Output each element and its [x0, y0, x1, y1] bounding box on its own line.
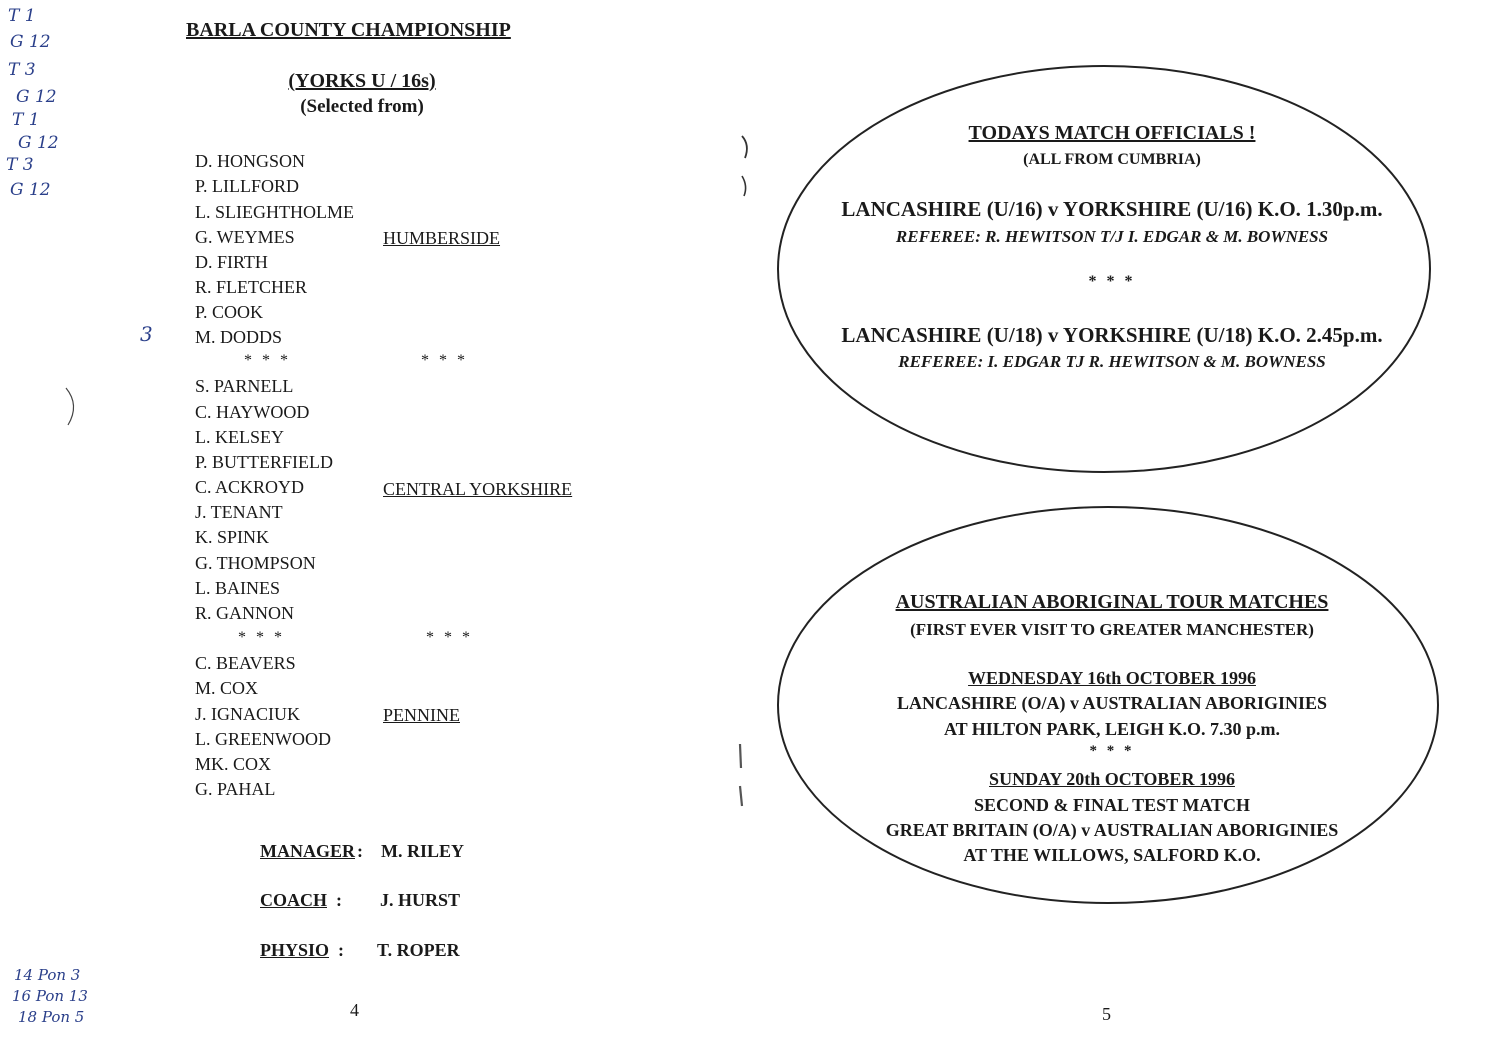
handwritten-note: G 12 — [10, 180, 51, 200]
referee-line: REFEREE: R. HEWITSON T/J I. EDGAR & M. BOWNESS — [895, 227, 1329, 246]
player-name: L. KELSEY — [195, 427, 284, 447]
page-number: 4 — [350, 1000, 359, 1020]
player-name: M. DODDS — [195, 327, 283, 347]
staff-name: J. HURST — [380, 890, 461, 910]
staff-name: T. ROPER — [377, 940, 460, 960]
tour-date: WEDNESDAY 16th OCTOBER 1996 — [968, 668, 1256, 688]
tour-line: AT HILTON PARK, LEIGH K.O. 7.30 p.m. — [943, 719, 1281, 739]
handwritten-note: 16 Pon 13 — [12, 987, 88, 1005]
separator: * * * — [1089, 743, 1135, 759]
staff-separator: : — [336, 890, 342, 910]
player-name: S. PARNELL — [195, 376, 294, 396]
tour-line: AT THE WILLOWS, SALFORD K.O. — [963, 845, 1261, 865]
player-name: MK. COX — [195, 754, 272, 774]
player-name: L. BAINES — [195, 578, 280, 598]
separator: * * * — [1088, 273, 1136, 290]
player-name: J. TENANT — [195, 502, 283, 522]
player-name: R. GANNON — [195, 603, 294, 623]
page-number: 5 — [1102, 1004, 1111, 1024]
handwritten-note: 14 Pon 3 — [14, 966, 81, 984]
player-name: K. SPINK — [195, 527, 270, 547]
selected-from-label: (Selected from) — [300, 96, 424, 117]
handwritten-note: G 12 — [16, 87, 57, 107]
tour-line: LANCASHIRE (O/A) v AUSTRALIAN ABORIGINIES — [896, 693, 1328, 713]
separator: * * * — [426, 629, 473, 646]
player-name: L. SLIEGHTHOLME — [195, 202, 354, 222]
tour-subtitle: (FIRST EVER VISIT TO GREATER MANCHESTER) — [910, 620, 1314, 639]
staff-separator: : — [357, 841, 363, 861]
tour-line: SECOND & FINAL TEST MATCH — [973, 795, 1251, 815]
tour-date: SUNDAY 20th OCTOBER 1996 — [989, 769, 1235, 789]
player-name: P. BUTTERFIELD — [195, 452, 334, 472]
staff-role: PHYSIO — [260, 940, 330, 960]
player-name: G. PAHAL — [195, 779, 276, 799]
separator: * * * — [238, 629, 285, 646]
handwritten-note: T 1 — [8, 6, 36, 26]
player-name: R. FLETCHER — [195, 277, 308, 297]
player-name: G. WEYMES — [195, 227, 295, 247]
match-line: LANCASHIRE (U/16) v YORKSHIRE (U/16) K.O. 1.30p.m. — [841, 197, 1383, 221]
staff-role: COACH — [260, 890, 327, 910]
handwritten-note: G 12 — [10, 32, 51, 52]
player-name: P. LILLFORD — [195, 176, 300, 196]
separator: * * * — [421, 352, 468, 369]
handwritten-note: G 12 — [18, 133, 59, 153]
player-name: C. ACKROYD — [195, 477, 305, 497]
tour-line: GREAT BRITAIN (O/A) v AUSTRALIAN ABORIGINIES — [885, 820, 1339, 840]
player-name: P. COOK — [195, 302, 264, 322]
match-line: LANCASHIRE (U/18) v YORKSHIRE (U/18) K.O. 2.45p.m. — [841, 323, 1383, 347]
staff-name: M. RILEY — [381, 841, 465, 861]
referee-line: REFEREE: I. EDGAR TJ R. HEWITSON & M. BOWNESS — [898, 352, 1326, 371]
player-name: D. HONGSON — [195, 151, 306, 171]
officials-title: TODAYS MATCH OFFICIALS ! — [968, 122, 1256, 144]
handwritten-note: T 3 — [8, 60, 36, 80]
separator: * * * — [244, 352, 291, 369]
staff-separator: : — [338, 940, 344, 960]
staff-role: MANAGER — [260, 841, 355, 861]
player-name: D. FIRTH — [195, 252, 268, 272]
player-name: G. THOMPSON — [195, 553, 316, 573]
team-subtitle: (YORKS U / 16s) — [288, 70, 436, 92]
page-title: BARLA COUNTY CHAMPIONSHIP — [186, 19, 511, 41]
handwritten-note: 18 Pon 5 — [18, 1008, 85, 1026]
handwritten-note: T 1 — [12, 110, 40, 130]
player-name: C. HAYWOOD — [195, 402, 310, 422]
player-name: J. IGNACIUK — [195, 704, 300, 724]
region-label: PENNINE — [383, 705, 460, 725]
region-label: CENTRAL YORKSHIRE — [383, 479, 573, 499]
handwritten-note: T 3 — [6, 155, 34, 175]
player-name: C. BEAVERS — [195, 653, 296, 673]
player-name: M. COX — [195, 678, 259, 698]
officials-subtitle: (ALL FROM CUMBRIA) — [1023, 151, 1201, 168]
player-name: L. GREENWOOD — [195, 729, 331, 749]
tour-title: AUSTRALIAN ABORIGINAL TOUR MATCHES — [895, 591, 1329, 613]
handwritten-mark: 3 — [140, 322, 153, 346]
region-label: HUMBERSIDE — [383, 228, 501, 248]
